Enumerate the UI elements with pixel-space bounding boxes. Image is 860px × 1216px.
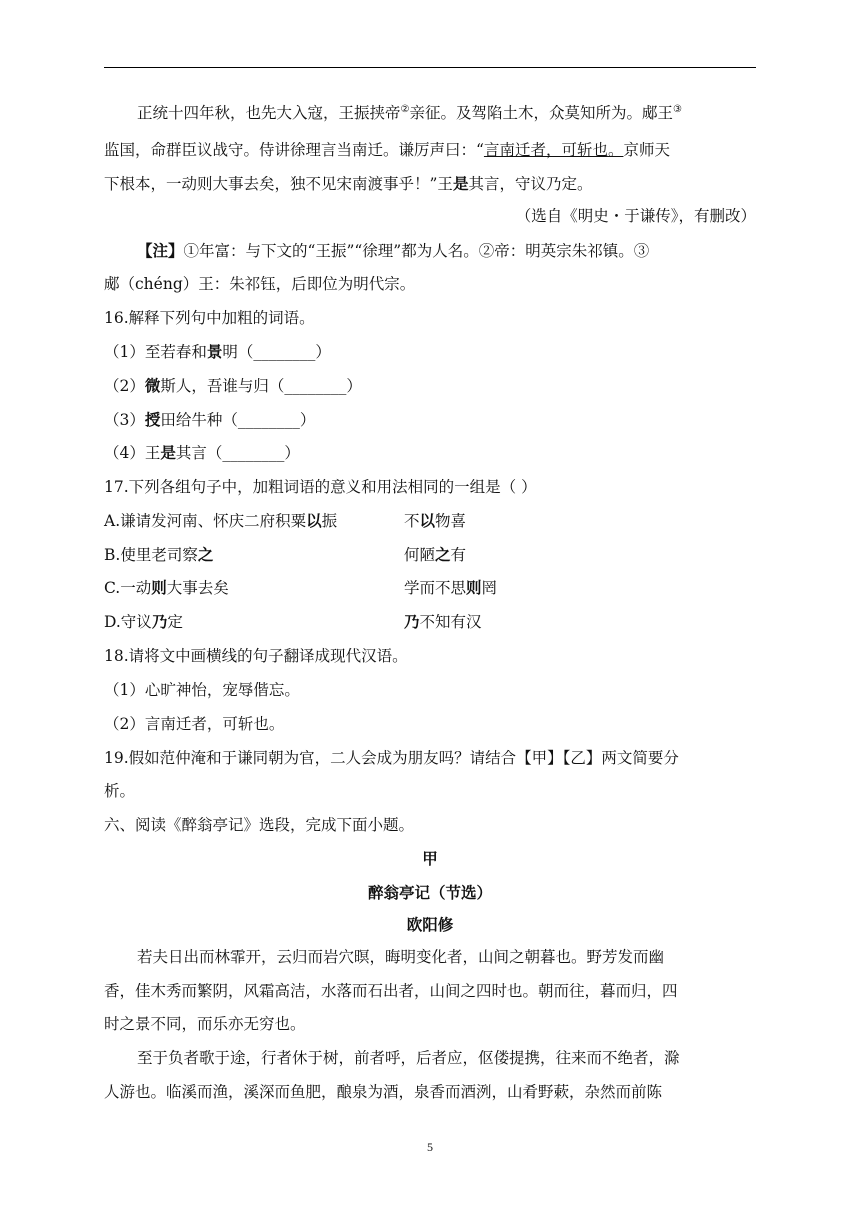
passage-jia-line-1: 若夫日出而林霏开，云归而岩穴暝，晦明变化者，山间之朝暮也。野芳发而幽 xyxy=(137,948,665,966)
notes-line-1: 【注】①年富：与下文的“王振”“徐理”都为人名。②帝：明英宗朱祁镇。③ xyxy=(137,241,650,260)
q16-item-2: （2）微斯人，吾谁与归（________） xyxy=(104,376,362,395)
passage-source: （选自《明史・于谦传》，有删改） xyxy=(515,207,756,225)
q16-item-3: （3）授田给牛种（________） xyxy=(104,410,316,429)
header-rule xyxy=(104,67,756,68)
notes-line-2: 郕（chéng）王：朱祁钰，后即位为明代宗。 xyxy=(104,275,416,293)
q17-title: 17.下列各组句子中，加粗词语的意义和用法相同的一组是（ ） xyxy=(104,478,537,496)
q16-title: 16.解释下列句中加粗的词语。 xyxy=(104,309,315,327)
page-number: 5 xyxy=(427,1140,433,1154)
passage-jia-line-3: 时之景不同，而乐亦无穷也。 xyxy=(104,1015,306,1033)
passage-jia-line-2: 香，佳木秀而繁阴，风霜高洁，水落而石出者，山间之四时也。朝而往，暮而归，四 xyxy=(104,982,678,1000)
underlined-sentence: 言南迁者，可斩也。 xyxy=(483,141,624,159)
section-6-heading: 醉翁亭记（节选） xyxy=(367,883,492,902)
q16-item-1: （1）至若春和景明（________） xyxy=(104,342,331,361)
passage-jia-line-5: 人游也。临溪而渔，溪深而鱼肥，酿泉为酒，泉香而酒洌，山肴野蔌，杂然而前陈 xyxy=(104,1083,663,1101)
passage-jia-line-4: 至于负者歌于途，行者休于树，前者呼，后者应，伛偻提携，往来而不绝者，滁 xyxy=(137,1049,680,1067)
q18-title: 18.请将文中画横线的句子翻译成现代汉语。 xyxy=(104,647,408,665)
section-6-title: 六、阅读《醉翁亭记》选段，完成下面小题。 xyxy=(104,816,415,834)
q16-item-4: （4）王是其言（________） xyxy=(104,443,300,462)
passage-yi-line-3: 下根本，一动则大事去矣，独不见宋南渡事乎！”王是其言，守议乃定。 xyxy=(104,174,593,193)
q18-item-1: （1）心旷神怡，宠辱偕忘。 xyxy=(104,681,300,699)
section-6-jia: 甲 xyxy=(422,849,438,868)
section-6-author: 欧阳修 xyxy=(406,915,454,934)
q18-item-2: （2）言南迁者，可斩也。 xyxy=(104,715,285,733)
passage-yi-line-1: 正统十四年秋，也先大入寇，王振挟帝②亲征。及驾陷土木，众莫知所为。郕王③ xyxy=(137,104,682,122)
q19-line-1: 19.假如范仲淹和于谦同朝为官，二人会成为朋友吗？请结合【甲】【乙】两文简要分 xyxy=(104,749,679,767)
passage-yi-line-2: 监国，命群臣议战守。侍讲徐理言当南迁。谦厉声曰：“言南迁者，可斩也。京师天 xyxy=(104,141,670,159)
q19-line-2: 析。 xyxy=(104,782,136,800)
